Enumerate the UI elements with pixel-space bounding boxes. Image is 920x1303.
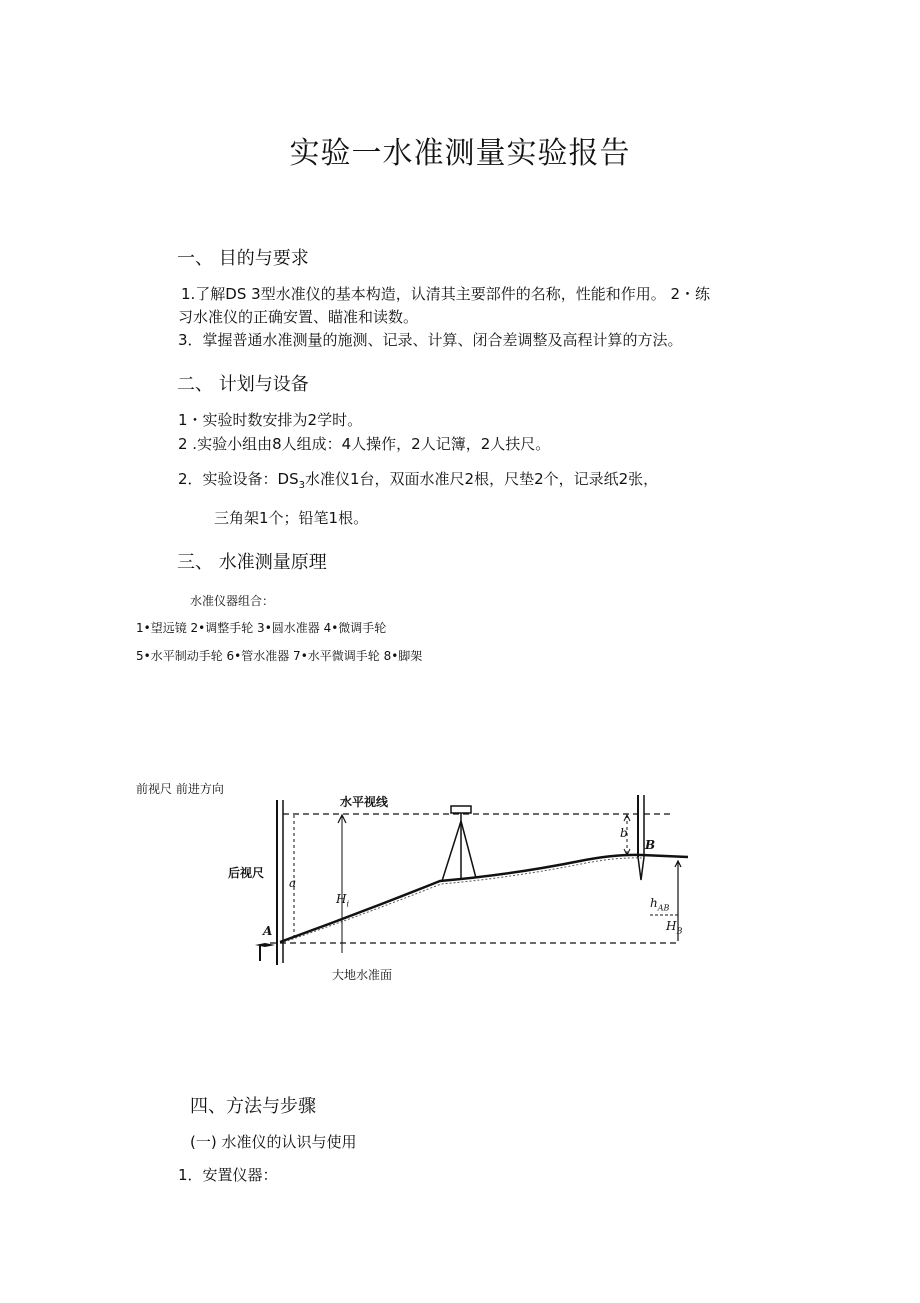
reading-b-label: b — [620, 826, 628, 840]
plan-item-3-continued: 三角架1个；铅笔1根。 — [214, 509, 369, 527]
section-heading-principle: 三、 水准测量原理 — [177, 552, 327, 573]
section-heading-plan: 二、 计划与设备 — [177, 374, 309, 395]
equipment-suffix: 水准仪1台，双面水准尺2根，尺垫2个，记录纸2张， — [305, 470, 659, 488]
hb-main: H — [666, 919, 677, 933]
instrument-combo-label: 水准仪器组合： — [190, 594, 275, 608]
section-heading-method: 四、方法与步骤 — [190, 1096, 316, 1117]
point-b-stake — [638, 857, 644, 880]
reading-a-label: a — [289, 876, 297, 890]
sight-line-label: 水平视线 — [340, 795, 389, 809]
equipment-model-subscript: 3 — [298, 480, 305, 491]
elevation-b-label — [666, 919, 682, 935]
hab-main: h — [650, 896, 658, 910]
geoid-label: 大地水准面 — [332, 968, 393, 982]
hi-sub: i — [346, 899, 350, 909]
plan-item-3 — [178, 468, 658, 491]
section-heading-goals: 一、 目的与要求 — [177, 248, 309, 269]
hab-sub: AB — [657, 903, 670, 913]
subsection-heading-level-usage: (一) 水准仪的认识与使用 — [190, 1133, 357, 1151]
instrument-parts-line-2: 5•水平制动手轮 6•管水准器 7•水平微调手轮 8•脚架 — [136, 649, 423, 663]
hi-main: H — [336, 892, 347, 906]
back-rod-label: 后视尺 — [228, 866, 265, 880]
plan-item-2: 2 .实验小组由8人组成：4人操作，2人记簿，2人扶尺。 — [178, 435, 551, 453]
point-a-label: A — [263, 924, 273, 938]
plan-item-1: 1・实验时数安排为2学时。 — [178, 411, 363, 429]
instrument-height-label — [336, 892, 349, 908]
leveling-principle-diagram — [250, 795, 700, 970]
point-b-label: B — [645, 838, 656, 852]
hb-sub: B — [676, 926, 683, 936]
page-title: 实验一水准测量实验报告 — [289, 136, 631, 171]
step-1-setup: 1．安置仪器： — [178, 1166, 278, 1184]
equipment-prefix: 2．实验设备：DS — [178, 470, 299, 488]
goals-line-2: 习水准仪的正确安置、瞄准和读数。 — [178, 308, 419, 326]
level-instrument-telescope — [451, 806, 471, 813]
goals-line-3: 3．掌握普通水准测量的施测、记录、计算、闭合差调整及高程计算的方法。 — [178, 331, 683, 349]
goals-line-1: 1.了解DS 3型水准仪的基本构造，认清其主要部件的名称，性能和作用。 2・练 — [181, 285, 711, 303]
instrument-parts-line-1: 1•望远镜 2•调整手轮 3•圆水准器 4•微调手轮 — [136, 621, 387, 635]
height-difference-label — [650, 896, 669, 912]
tripod-leg-right — [461, 821, 476, 878]
front-rod-direction-label: 前视尺 前进方向 — [136, 782, 224, 796]
tripod-leg-left — [442, 821, 461, 881]
